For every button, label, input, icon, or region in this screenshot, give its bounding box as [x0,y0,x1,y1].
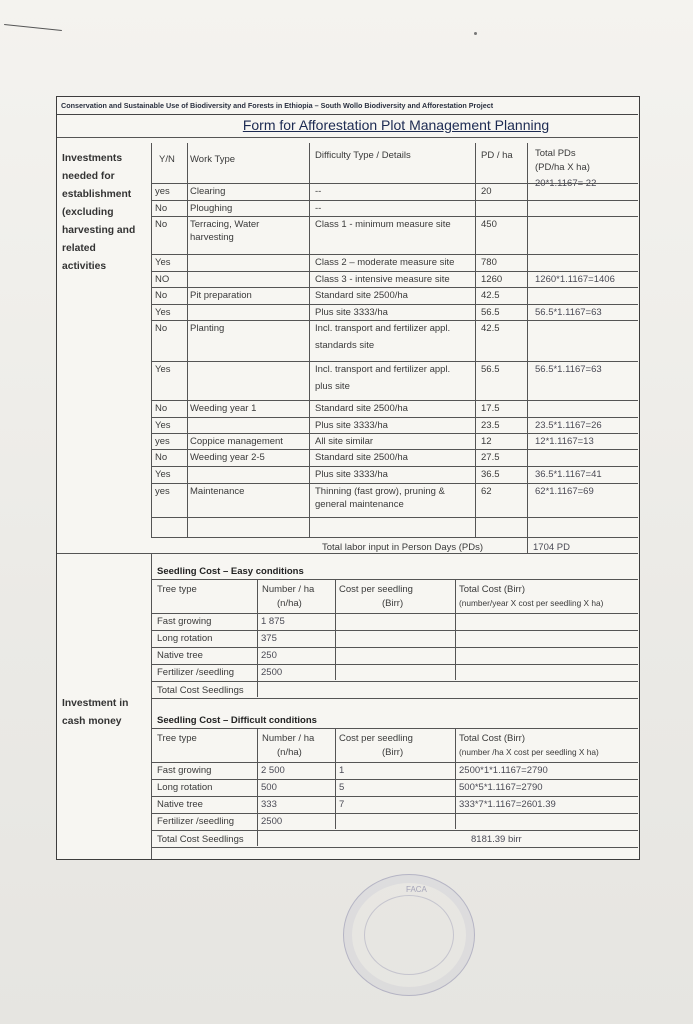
project-header: Conservation and Sustainable Use of Biodiversity and Forests in Ethiopia – South Wollo Biodiversity and Afforestation Project [57,97,638,115]
investments-label-line: (excluding [62,207,114,218]
table-rule [151,698,638,699]
table-rule [151,579,638,580]
table-rule [151,847,638,848]
row-yn: Yes [155,307,171,318]
seedling-easy-title: Seedling Cost – Easy conditions [157,566,304,577]
total-labor-value: 1704 PD [533,542,570,553]
table-column-rule [527,143,528,537]
seedling-difficult-col-cost: Cost per seedling [339,733,413,744]
table-column-rule [187,143,188,537]
row-pd-ha: 62 [481,486,492,497]
row-pd-ha: 36.5 [481,469,500,480]
investments-label-line: related [62,243,96,254]
seedling-easy-col-number: Number / ha [262,584,315,595]
table-rule [151,466,638,467]
row-detail: Plus site 3333/ha [315,420,388,431]
seedling-difficult-row-type: Fast growing [157,765,212,776]
table-column-rule [151,143,152,537]
seedling-difficult-col-total: Total Cost (Birr) [459,733,525,744]
table-rule [151,647,638,648]
table-rule [151,361,638,362]
row-work-type: Clearing [190,186,226,197]
table-rule [151,200,638,201]
seedling-easy-col-number-unit: (n/ha) [277,598,302,609]
seedling-difficult-row-type: Native tree [157,799,203,810]
row-detail: -- [315,203,322,214]
table-rule [151,728,638,729]
ink-dot [474,32,477,35]
row-detail-cont: plus site [315,381,350,392]
row-yn: No [155,219,168,230]
row-work-type: Coppice management [190,436,283,447]
seedling-difficult-col-number: Number / ha [262,733,315,744]
row-yn: Yes [155,257,171,268]
row-yn: NO [155,274,170,285]
table-rule [151,796,638,797]
row-pd-ha: 450 [481,219,497,230]
row-pd-ha: 56.5 [481,364,500,375]
table-rule [527,537,528,553]
table-rule [151,630,638,631]
left-column-rule [151,553,152,859]
seedling-difficult-total-value: 8181.39 birr [471,834,522,845]
row-pd-ha: 780 [481,257,497,268]
row-detail: Plus site 3333/ha [315,307,388,318]
seedling-column-rule [335,579,336,680]
seedling-difficult-col-total-formula: (number /ha X cost per seedling X ha) [459,747,599,757]
table-rule [151,449,638,450]
investments-label-line: Investments [62,153,123,164]
table-rule [151,779,638,780]
row-work-type: Ploughing [190,203,233,214]
row-yn: Yes [155,364,171,375]
seedling-easy-row-type: Long rotation [157,633,213,644]
row-work-type: Pit preparation [190,290,252,301]
row-work-type: Weeding year 2-5 [190,452,265,463]
seedling-difficult-row-cost: 1 [339,765,345,776]
row-yn: No [155,452,168,463]
official-stamp [343,874,475,996]
table-rule [151,304,638,305]
row-total-pds: 56.5*1.1167=63 [535,307,602,318]
row-total-pds: 1260*1.1167=1406 [535,274,615,285]
seedling-column-rule [257,728,258,846]
table-column-rule [475,143,476,537]
seedling-difficult-row-cost: 5 [339,782,345,793]
row-pd-ha: 27.5 [481,452,500,463]
seedling-difficult-col-number-unit: (n/ha) [277,747,302,758]
seedling-difficult-col-type: Tree type [157,733,197,744]
left-title-rule [57,137,155,138]
seedling-difficult-row-total: 500*5*1.1167=2790 [459,782,543,793]
row-detail: Standard site 2500/ha [315,452,408,463]
investments-label-line: activities [62,261,107,272]
row-total-pds: 36.5*1.1167=41 [535,469,602,480]
row-detail: Thinning (fast grow), pruning & [315,486,445,497]
row-work-type: Terracing, Water [190,219,260,230]
row-yn: No [155,203,168,214]
row-yn: yes [155,486,170,497]
seedling-difficult-row-number: 500 [261,782,277,793]
row-detail: -- [315,186,322,197]
seedling-difficult-row-type: Long rotation [157,782,213,793]
row-total-pds: 23.5*1.1167=26 [535,420,602,431]
table-rule [151,483,638,484]
row-detail: Standard site 2500/ha [315,290,408,301]
total-labor-label: Total labor input in Person Days (PDs) [322,542,484,553]
header-pd-ha: PD / ha [481,150,513,161]
table-rule [151,613,638,614]
row-detail-cont: general maintenance [315,499,404,510]
row-pd-ha: 42.5 [481,290,500,301]
table-rule [151,320,638,321]
header-difficulty: Difficulty Type / Details [315,150,411,161]
seedling-easy-col-type: Tree type [157,584,197,595]
row-detail-cont: standards site [315,340,375,351]
seedling-difficult-row-number: 333 [261,799,277,810]
table-rule [151,287,638,288]
seedling-easy-row-type: Fertilizer /seedling [157,667,235,678]
table-rule [151,830,638,831]
row-work-type-cont: harvesting [190,232,234,243]
row-detail: Standard site 2500/ha [315,403,408,414]
row-total-pds: 62*1.1167=69 [535,486,594,497]
seedling-easy-col-total-formula: (number/year X cost per seedling X ha) [459,598,604,608]
pen-mark [4,24,62,31]
row-yn: No [155,323,168,334]
row-total-pds: 12*1.1167=13 [535,436,594,447]
row-detail: Class 2 – moderate measure site [315,257,455,268]
seedling-column-rule [455,579,456,680]
header-work-type: Work Type [190,154,236,165]
table-rule [151,762,638,763]
investments-label-line: needed for [62,171,115,182]
row-yn: No [155,403,168,414]
seedling-difficult-row-number: 2500 [261,816,283,827]
seedling-difficult-row-cost: 7 [339,799,345,810]
table-rule [151,271,638,272]
seedling-column-rule [455,728,456,829]
header-total-pds: Total PDs [535,148,576,159]
form-title: Form for Afforestation Plot Management Planning [242,117,550,133]
row-total-pds: 56.5*1.1167=63 [535,364,602,375]
cash-investment-label-line: cash money [62,716,122,727]
table-rule [151,433,638,434]
seedling-difficult-col-cost-unit: (Birr) [382,747,404,758]
table-rule [151,813,638,814]
row-yn: No [155,290,168,301]
seedling-easy-row-type: Native tree [157,650,203,661]
seedling-easy-row-type: Fast growing [157,616,212,627]
table-rule [151,517,638,518]
table-rule [151,681,638,682]
row-yn: yes [155,436,170,447]
row-pd-ha: 42.5 [481,323,500,334]
table-rule [151,664,638,665]
stamp-text: FACA [406,885,427,894]
seedling-easy-col-cost: Cost per seedling [339,584,413,595]
row-pd-ha: 1260 [481,274,503,285]
row-detail: Class 1 - minimum measure site [315,219,451,230]
seedling-difficult-row-number: 2 500 [261,765,285,776]
investments-label-line: establishment [62,189,132,200]
cash-investment-label-line: Investment in [62,698,129,709]
row-detail: Plus site 3333/ha [315,469,388,480]
table-rule [57,553,638,554]
seedling-easy-row-number: 2500 [261,667,283,678]
row-work-type: Maintenance [190,486,245,497]
table-rule [151,537,638,538]
row-pd-ha: 56.5 [481,307,500,318]
seedling-column-rule [335,728,336,829]
seedling-easy-row-number: 1 875 [261,616,285,627]
table-column-rule [309,143,310,537]
title-underrule [155,137,638,138]
investments-label-line: harvesting and [62,225,136,236]
row-pd-ha: 12 [481,436,492,447]
row-pd-ha: 17.5 [481,403,500,414]
row-pd-ha: 20 [481,186,492,197]
table-rule [151,400,638,401]
table-rule [151,183,638,184]
seedling-easy-row-number: 250 [261,650,277,661]
seedling-easy-total-label: Total Cost Seedlings [157,685,244,696]
seedling-difficult-row-type: Fertilizer /seedling [157,816,235,827]
row-yn: Yes [155,420,171,431]
row-work-type: Planting [190,323,225,334]
row-detail: Incl. transport and fertilizer appl. [315,323,451,334]
seedling-difficult-row-total: 2500*1*1.1167=2790 [459,765,548,776]
table-rule [151,216,638,217]
row-detail: All site similar [315,436,374,447]
table-rule [151,417,638,418]
header-yn: Y/N [159,154,175,165]
seedling-easy-col-total: Total Cost (Birr) [459,584,525,595]
header-total-pds-formula: (PD/ha X ha) [535,162,590,173]
seedling-easy-col-cost-unit: (Birr) [382,598,404,609]
seedling-difficult-title: Seedling Cost – Difficult conditions [157,715,317,726]
seedling-difficult-total-label: Total Cost Seedlings [157,834,244,845]
row-pd-ha: 23.5 [481,420,500,431]
row-yn: yes [155,186,170,197]
row-detail: Class 3 - intensive measure site [315,274,450,285]
row-work-type: Weeding year 1 [190,403,257,414]
row-detail: Incl. transport and fertilizer appl. [315,364,451,375]
table-rule [151,254,638,255]
seedling-column-rule [257,579,258,697]
row-yn: Yes [155,469,171,480]
seedling-easy-row-number: 375 [261,633,277,644]
seedling-difficult-row-total: 333*7*1.1167=2601.39 [459,799,556,810]
afforestation-form [56,96,640,860]
